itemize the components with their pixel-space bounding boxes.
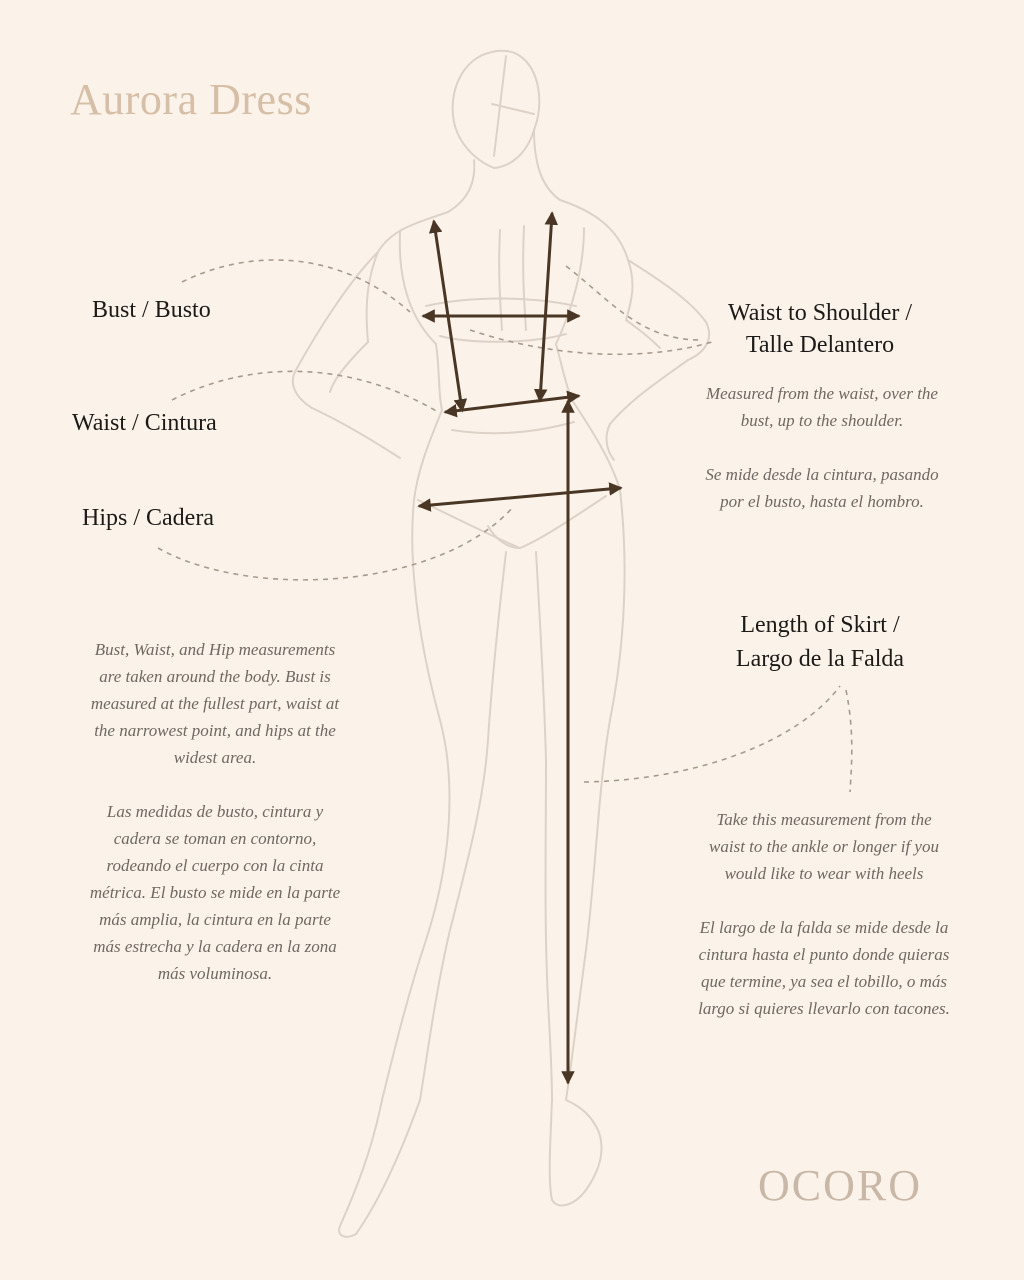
skirt-length-label-es: Largo de la Falda (735, 646, 905, 672)
waist-to-shoulder-description (664, 380, 980, 515)
description-line: métrica. El busto se mide en la parte (89, 883, 341, 902)
description-line: Measured from the waist, over the (706, 384, 938, 403)
waist-leader (172, 371, 438, 412)
hips-label: Hips / Cadera (82, 505, 214, 531)
hips-arrow (420, 488, 620, 506)
description-line: the narrowest point, and hips at the (94, 721, 336, 740)
shoulder-arrow-right (540, 214, 552, 400)
waist-to-shoulder-label-es: Talle Delantero (745, 332, 895, 358)
description-line: are taken around the body. Bust is (99, 667, 331, 686)
description-line: más estrecha y la cadera en la zona (93, 937, 337, 956)
description-line: Se mide desde la cintura, pasando (705, 465, 939, 484)
description-line: widest area. (173, 748, 257, 767)
description-line: más amplia, la cintura en la parte (99, 910, 331, 929)
description-line: El largo de la falda se mide desde la (699, 918, 949, 937)
description-line: más voluminosa. (157, 964, 273, 983)
description-line: Take this measurement from the (716, 810, 932, 829)
description-line: Las medidas de busto, cintura y (106, 802, 324, 821)
waist-arrow (446, 396, 578, 412)
waist-to-shoulder-label-en: Waist to Shoulder / (727, 300, 913, 326)
description-line: bust, up to the shoulder. (740, 411, 904, 430)
waist-to-shoulder-label (690, 297, 950, 361)
description-line: measured at the fullest part, waist at (90, 694, 340, 713)
description-line: rodeando el cuerpo con la cinta (106, 856, 324, 875)
description-line: cadera se toman en contorno, (113, 829, 317, 848)
skirt-length-leader (584, 686, 840, 782)
skirt-length-leader-2 (846, 690, 852, 792)
description-line: would like to wear with heels (724, 864, 924, 883)
bust-label: Bust / Busto (92, 297, 211, 323)
bust-leader (182, 260, 410, 312)
skirt-length-label-en: Length of Skirt / (740, 612, 900, 638)
description-line: cintura hasta el punto donde quieras (698, 945, 950, 964)
description-line: largo si quieres llevarlo con tacones. (698, 999, 950, 1018)
description-line: Bust, Waist, and Hip measurements (94, 640, 336, 659)
brand-logo: OCORO (758, 1161, 923, 1210)
body-measurements-description (40, 636, 390, 987)
description-line: que termine, ya sea el tobillo, o más (701, 972, 947, 991)
description-line: por el busto, hasta el hombro. (720, 492, 924, 511)
description-line: waist to the ankle or longer if you (709, 837, 939, 856)
skirt-length-description (648, 806, 1000, 1022)
waist-label: Waist / Cintura (72, 410, 217, 436)
skirt-length-label (690, 608, 950, 676)
page-title: Aurora Dress (70, 75, 312, 124)
